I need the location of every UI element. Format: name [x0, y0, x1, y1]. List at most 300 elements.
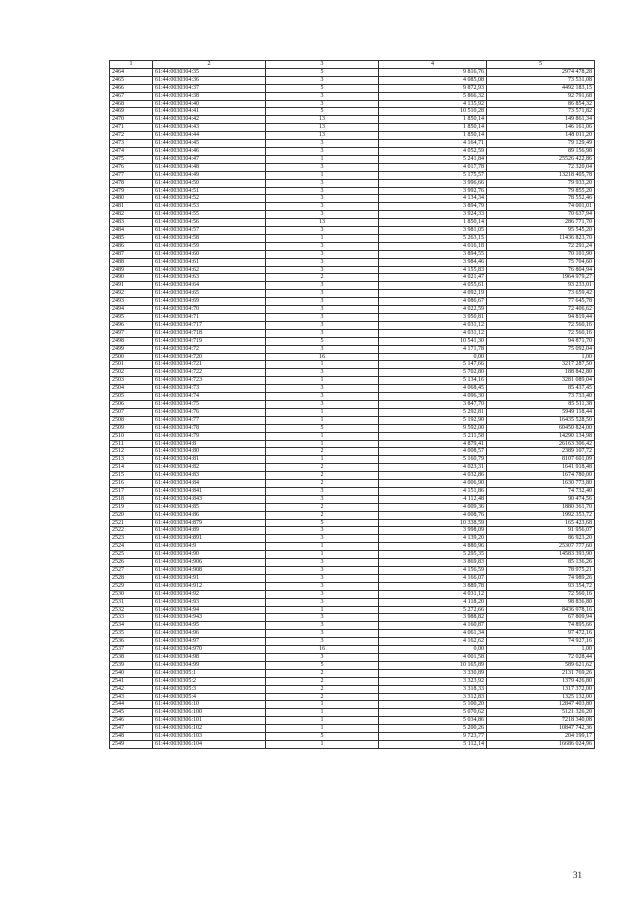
cadastral-number-cell: 61:44:0030304:970: [153, 646, 266, 654]
group-cell: 1: [266, 740, 379, 748]
table-row: [110, 321, 595, 329]
specific-value-cell: 4 134,34: [379, 195, 487, 203]
group-cell: 1: [266, 701, 379, 709]
table-row: [110, 329, 595, 337]
specific-value-cell: 3 992,76: [379, 187, 487, 195]
cadastral-value-cell: 85 136,26: [487, 559, 595, 567]
cadastral-number-cell: 61:44:0030304:86: [153, 511, 266, 519]
specific-value-cell: 4 021,47: [379, 274, 487, 282]
group-cell: 3: [266, 147, 379, 155]
cadastral-number-cell: 61:44:0030304:85: [153, 503, 266, 511]
cadastral-value-cell: 14290 134,98: [487, 432, 595, 440]
row-number-cell: 2518: [110, 495, 153, 503]
cadastral-number-cell: 61:44:0030304:723: [153, 377, 266, 385]
row-number-cell: 2487: [110, 250, 153, 258]
group-cell: 5: [266, 733, 379, 741]
cadastral-number-cell: 61:44:0030304:65: [153, 290, 266, 298]
cadastral-number-cell: 61:44:0030304:49: [153, 171, 266, 179]
row-number-cell: 2513: [110, 456, 153, 464]
cadastral-number-cell: 61:44:0030304:912: [153, 582, 266, 590]
cadastral-value-cell: 16686 024,96: [487, 740, 595, 748]
cadastral-number-cell: 61:44:0030304:56: [153, 219, 266, 227]
row-number-cell: 2499: [110, 345, 153, 353]
cadastral-value-cell: 74 001,01: [487, 203, 595, 211]
cadastral-value-cell: 26163 306,42: [487, 440, 595, 448]
table-row: [110, 140, 595, 148]
row-number-cell: 2504: [110, 385, 153, 393]
specific-value-cell: 4 092,19: [379, 290, 487, 298]
group-cell: 3: [266, 195, 379, 203]
table-row: [110, 163, 595, 171]
cadastral-number-cell: 61:44:0030304:79: [153, 432, 266, 440]
row-number-cell: 2476: [110, 163, 153, 171]
cadastral-value-cell: 1641 918,48: [487, 464, 595, 472]
cadastral-value-cell: 86 923,20: [487, 535, 595, 543]
group-cell: 3: [266, 590, 379, 598]
group-cell: 1: [266, 408, 379, 416]
cadastral-number-cell: 61:44:0030304:91: [153, 574, 266, 582]
group-cell: 5: [266, 337, 379, 345]
table-row: [110, 116, 595, 124]
row-number-cell: 2492: [110, 290, 153, 298]
cadastral-number-cell: 61:44:0030304:99: [153, 661, 266, 669]
group-cell: 3: [266, 329, 379, 337]
column-header-2: 2: [153, 61, 266, 69]
row-number-cell: 2494: [110, 306, 153, 314]
table-row: [110, 282, 595, 290]
cadastral-value-cell: 13218 405,78: [487, 171, 595, 179]
cadastral-value-cell: 94 871,70: [487, 337, 595, 345]
cadastral-value-cell: 25526 422,86: [487, 155, 595, 163]
row-number-cell: 2473: [110, 140, 153, 148]
table-row: [110, 155, 595, 163]
group-cell: 3: [266, 258, 379, 266]
table-row: [110, 432, 595, 440]
row-number-cell: 2526: [110, 559, 153, 567]
cadastral-value-cell: 3281 089,04: [487, 377, 595, 385]
table-row: [110, 377, 595, 385]
cadastral-value-cell: 70 101,90: [487, 250, 595, 258]
table-row: [110, 250, 595, 258]
cadastral-value-cell: 1317 372,00: [487, 685, 595, 693]
table-row: [110, 503, 595, 511]
specific-value-cell: 3 323,92: [379, 677, 487, 685]
cadastral-value-cell: 2131 769,26: [487, 669, 595, 677]
table-row: [110, 92, 595, 100]
row-number-cell: 2536: [110, 638, 153, 646]
cadastral-value-cell: 286 771,70: [487, 219, 595, 227]
cadastral-number-cell: 61:44:0030304:74: [153, 393, 266, 401]
group-cell: 3: [266, 567, 379, 575]
group-cell: 5: [266, 108, 379, 116]
group-cell: 16: [266, 646, 379, 654]
group-cell: 3: [266, 638, 379, 646]
row-number-cell: 2475: [110, 155, 153, 163]
cadastral-value-cell: 2974 478,28: [487, 68, 595, 76]
row-number-cell: 2497: [110, 329, 153, 337]
row-number-cell: 2477: [110, 171, 153, 179]
specific-value-cell: 5 211,58: [379, 432, 487, 440]
cadastral-number-cell: 61:44:0030306:100: [153, 709, 266, 717]
row-number-cell: 2479: [110, 187, 153, 195]
cadastral-number-cell: 61:44:0030304:37: [153, 84, 266, 92]
specific-value-cell: 5 292,81: [379, 408, 487, 416]
group-cell: 3: [266, 582, 379, 590]
group-cell: 3: [266, 385, 379, 393]
row-number-cell: 2469: [110, 108, 153, 116]
group-cell: 5: [266, 519, 379, 527]
cadastral-number-cell: 61:44:0030304:89: [153, 527, 266, 535]
group-cell: 2: [266, 685, 379, 693]
table-row: [110, 345, 595, 353]
table-row: [110, 108, 595, 116]
table-row: [110, 298, 595, 306]
table-row: [110, 84, 595, 92]
table-row: [110, 211, 595, 219]
cadastral-value-cell: 72 560,16: [487, 590, 595, 598]
row-number-cell: 2531: [110, 598, 153, 606]
specific-value-cell: 3 894,55: [379, 250, 487, 258]
table-row: [110, 685, 595, 693]
group-cell: 1: [266, 717, 379, 725]
cadastral-value-cell: 74 732,40: [487, 487, 595, 495]
cadastral-number-cell: 61:44:0030305:1: [153, 669, 266, 677]
cadastral-number-cell: 61:44:0030306:10: [153, 701, 266, 709]
cadastral-number-cell: 61:44:0030304:61: [153, 258, 266, 266]
specific-value-cell: 5 241,84: [379, 155, 487, 163]
group-cell: 3: [266, 187, 379, 195]
cadastral-value-cell: 11436 823,70: [487, 234, 595, 242]
cadastral-number-cell: 61:44:0030304:45: [153, 140, 266, 148]
row-number-cell: 2524: [110, 543, 153, 551]
row-number-cell: 2470: [110, 116, 153, 124]
cadastral-value-cell: 72 291,24: [487, 242, 595, 250]
column-header-4: 4: [379, 61, 487, 69]
cadastral-value-cell: 1,00: [487, 353, 595, 361]
cadastral-number-cell: 61:44:0030304:59: [153, 242, 266, 250]
specific-value-cell: 3 869,83: [379, 559, 487, 567]
cadastral-value-cell: 79 933,20: [487, 179, 595, 187]
specific-value-cell: 5 070,62: [379, 709, 487, 717]
row-number-cell: 2468: [110, 100, 153, 108]
row-number-cell: 2541: [110, 677, 153, 685]
specific-value-cell: 4 031,12: [379, 590, 487, 598]
table-row: [110, 227, 595, 235]
group-cell: 1: [266, 725, 379, 733]
cadastral-value-cell: 589 621,62: [487, 661, 595, 669]
specific-value-cell: 4 156,59: [379, 567, 487, 575]
cadastral-number-cell: 61:44:0030304:98: [153, 653, 266, 661]
group-cell: 2: [266, 669, 379, 677]
cadastral-value-cell: 92 791,68: [487, 92, 595, 100]
cadastral-number-cell: 61:44:0030304:92: [153, 590, 266, 598]
table-row: [110, 393, 595, 401]
group-cell: 3: [266, 653, 379, 661]
cadastral-value-cell: 75 092,04: [487, 345, 595, 353]
row-number-cell: 2535: [110, 630, 153, 638]
row-number-cell: 2521: [110, 519, 153, 527]
row-number-cell: 2481: [110, 203, 153, 211]
specific-value-cell: 10 165,89: [379, 661, 487, 669]
specific-value-cell: 5 034,86: [379, 717, 487, 725]
group-cell: 3: [266, 242, 379, 250]
table-row: [110, 68, 595, 76]
group-cell: 2: [266, 448, 379, 456]
cadastral-number-cell: 61:44:0030304:50: [153, 179, 266, 187]
row-number-cell: 2517: [110, 487, 153, 495]
group-cell: 3: [266, 535, 379, 543]
cadastral-number-cell: 61:44:0030304:71: [153, 314, 266, 322]
cadastral-number-cell: 61:44:0030306:104: [153, 740, 266, 748]
specific-value-cell: 5 295,35: [379, 551, 487, 559]
table-row: [110, 535, 595, 543]
group-cell: 3: [266, 574, 379, 582]
table-row: [110, 701, 595, 709]
cadastral-number-cell: 61:44:0030304:36: [153, 76, 266, 84]
row-number-cell: 2516: [110, 480, 153, 488]
cadastral-value-cell: 74 989,26: [487, 574, 595, 582]
specific-value-cell: 4 061,34: [379, 630, 487, 638]
cadastral-number-cell: 61:44:0030304:46: [153, 147, 266, 155]
cadastral-number-cell: 61:44:0030304:72: [153, 345, 266, 353]
table-row: [110, 487, 595, 495]
cadastral-value-cell: 146 161,06: [487, 124, 595, 132]
table-row: [110, 171, 595, 179]
cadastral-value-cell: 204 199,17: [487, 733, 595, 741]
cadastral-number-cell: 61:44:0030304:75: [153, 400, 266, 408]
column-header-1: 1: [110, 61, 153, 69]
row-number-cell: 2474: [110, 147, 153, 155]
specific-value-cell: 4 006,90: [379, 480, 487, 488]
row-number-cell: 2467: [110, 92, 153, 100]
specific-value-cell: 4 171,78: [379, 345, 487, 353]
specific-value-cell: 4 879,41: [379, 440, 487, 448]
specific-value-cell: 4 086,67: [379, 298, 487, 306]
specific-value-cell: 3 988,82: [379, 614, 487, 622]
table-row: [110, 567, 595, 575]
specific-value-cell: 4 022,59: [379, 306, 487, 314]
group-cell: 3: [266, 369, 379, 377]
row-number-cell: 2482: [110, 211, 153, 219]
cadastral-value-table: [109, 60, 592, 749]
table-row: [110, 606, 595, 614]
group-cell: 2: [266, 472, 379, 480]
row-number-cell: 2527: [110, 567, 153, 575]
table-row: [110, 598, 595, 606]
cadastral-number-cell: 61:44:0030304:891: [153, 535, 266, 543]
row-number-cell: 2529: [110, 582, 153, 590]
table-row: [110, 733, 595, 741]
specific-value-cell: 5 147,66: [379, 361, 487, 369]
group-cell: 3: [266, 314, 379, 322]
row-number-cell: 2500: [110, 353, 153, 361]
specific-value-cell: 4 017,78: [379, 163, 487, 171]
cadastral-number-cell: 61:44:0030306:103: [153, 733, 266, 741]
table-row: [110, 195, 595, 203]
specific-value-cell: 4 139,20: [379, 535, 487, 543]
row-number-cell: 2528: [110, 574, 153, 582]
cadastral-number-cell: 61:44:0030304:40: [153, 100, 266, 108]
table-row: [110, 76, 595, 84]
specific-value-cell: 1 850,14: [379, 132, 487, 140]
cadastral-number-cell: 61:44:0030304:41: [153, 108, 266, 116]
cadastral-value-cell: 148 011,20: [487, 132, 595, 140]
row-number-cell: 2533: [110, 614, 153, 622]
specific-value-cell: 5 134,16: [379, 377, 487, 385]
row-number-cell: 2488: [110, 258, 153, 266]
cadastral-value-cell: 74 927,16: [487, 638, 595, 646]
cadastral-number-cell: 61:44:0030304:52: [153, 195, 266, 203]
group-cell: 2: [266, 274, 379, 282]
cadastral-number-cell: 61:44:0030304:53: [153, 203, 266, 211]
cadastral-number-cell: 61:44:0030305:2: [153, 677, 266, 685]
group-cell: 3: [266, 179, 379, 187]
table-row: [110, 638, 595, 646]
specific-value-cell: 4 023,31: [379, 464, 487, 472]
row-number-cell: 2540: [110, 669, 153, 677]
group-cell: 5: [266, 84, 379, 92]
specific-value-cell: 4 031,12: [379, 321, 487, 329]
cadastral-number-cell: 61:44:0030304:38: [153, 92, 266, 100]
specific-value-cell: 5 160,79: [379, 456, 487, 464]
cadastral-value-cell: 91 956,07: [487, 527, 595, 535]
table-row: [110, 290, 595, 298]
table-row: [110, 693, 595, 701]
group-cell: 1: [266, 456, 379, 464]
cadastral-value-cell: 90 474,56: [487, 495, 595, 503]
group-cell: 3: [266, 400, 379, 408]
cadastral-number-cell: 61:44:0030304:51: [153, 187, 266, 195]
group-cell: 3: [266, 527, 379, 535]
cadastral-value-cell: 5121 326,20: [487, 709, 595, 717]
specific-value-cell: 10 338,59: [379, 519, 487, 527]
specific-value-cell: 3 894,79: [379, 203, 487, 211]
specific-value-cell: 4 135,92: [379, 100, 487, 108]
row-number-cell: 2506: [110, 400, 153, 408]
group-cell: 3: [266, 630, 379, 638]
row-number-cell: 2471: [110, 124, 153, 132]
cadastral-value-cell: 60450 824,00: [487, 424, 595, 432]
row-number-cell: 2537: [110, 646, 153, 654]
specific-value-cell: 4 112,48: [379, 495, 487, 503]
cadastral-number-cell: 61:44:0030304:43: [153, 124, 266, 132]
row-number-cell: 2501: [110, 361, 153, 369]
cadastral-value-cell: 89 156,98: [487, 147, 595, 155]
cadastral-number-cell: 61:44:0030304:9: [153, 543, 266, 551]
group-cell: 2: [266, 677, 379, 685]
cadastral-number-cell: 61:44:0030304:721: [153, 361, 266, 369]
group-cell: 3: [266, 163, 379, 171]
table-row: [110, 266, 595, 274]
group-cell: 3: [266, 250, 379, 258]
cadastral-value-cell: 7218 340,08: [487, 717, 595, 725]
specific-value-cell: 5 192,90: [379, 416, 487, 424]
cadastral-number-cell: 61:44:0030304:58: [153, 234, 266, 242]
cadastral-value-cell: 1630 773,80: [487, 480, 595, 488]
group-cell: 2: [266, 503, 379, 511]
cadastral-value-cell: 1,00: [487, 646, 595, 654]
cadastral-number-cell: 61:44:0030304:8: [153, 440, 266, 448]
specific-value-cell: 4 118,20: [379, 598, 487, 606]
table-row: [110, 456, 595, 464]
cadastral-number-cell: 61:44:0030304:908: [153, 567, 266, 575]
specific-value-cell: 5 100,20: [379, 701, 487, 709]
group-cell: 3: [266, 321, 379, 329]
row-number-cell: 2483: [110, 219, 153, 227]
cadastral-number-cell: 61:44:0030304:722: [153, 369, 266, 377]
specific-value-cell: 9 723,77: [379, 733, 487, 741]
row-number-cell: 2515: [110, 472, 153, 480]
cadastral-value-cell: 73 571,82: [487, 108, 595, 116]
specific-value-cell: 4 162,62: [379, 638, 487, 646]
specific-value-cell: 4 166,07: [379, 574, 487, 582]
table-row: [110, 527, 595, 535]
row-number-cell: 2498: [110, 337, 153, 345]
group-cell: 3: [266, 622, 379, 630]
cadastral-value-cell: 8107 601,09: [487, 456, 595, 464]
row-number-cell: 2539: [110, 661, 153, 669]
cadastral-value-cell: 79 855,20: [487, 187, 595, 195]
cadastral-number-cell: 61:44:0030304:80: [153, 448, 266, 456]
cadastral-number-cell: 61:44:0030304:47: [153, 155, 266, 163]
table-row: [110, 590, 595, 598]
cadastral-number-cell: 61:44:0030304:76: [153, 408, 266, 416]
table-row: [110, 314, 595, 322]
column-header-5: 5: [487, 61, 595, 69]
table-row: [110, 551, 595, 559]
cadastral-number-cell: 61:44:0030304:44: [153, 132, 266, 140]
table-row: [110, 630, 595, 638]
specific-value-cell: 5 272,66: [379, 606, 487, 614]
cadastral-number-cell: 61:44:0030304:96: [153, 630, 266, 638]
table-row: [110, 574, 595, 582]
cadastral-number-cell: 61:44:0030304:906: [153, 559, 266, 567]
cadastral-value-cell: 77 645,78: [487, 298, 595, 306]
group-cell: 1: [266, 171, 379, 179]
row-number-cell: 2496: [110, 321, 153, 329]
cadastral-value-cell: 67 809,94: [487, 614, 595, 622]
cadastral-value-cell: 98 836,80: [487, 598, 595, 606]
cadastral-value-cell: 93 354,72: [487, 582, 595, 590]
cadastral-value-cell: 16435 528,50: [487, 416, 595, 424]
table-row: [110, 709, 595, 717]
row-number-cell: 2511: [110, 440, 153, 448]
row-number-cell: 2545: [110, 709, 153, 717]
cadastral-value-cell: 10847 742,36: [487, 725, 595, 733]
group-cell: 3: [266, 76, 379, 84]
group-cell: 3: [266, 298, 379, 306]
group-cell: 13: [266, 116, 379, 124]
group-cell: 1: [266, 416, 379, 424]
row-number-cell: 2512: [110, 448, 153, 456]
table-row: [110, 353, 595, 361]
row-number-cell: 2532: [110, 606, 153, 614]
specific-value-cell: 3 984,46: [379, 258, 487, 266]
specific-value-cell: 4 016,18: [379, 242, 487, 250]
cadastral-value-cell: 73 659,42: [487, 290, 595, 298]
cadastral-value-cell: 97 472,16: [487, 630, 595, 638]
table-row: [110, 385, 595, 393]
specific-value-cell: 3 924,33: [379, 211, 487, 219]
cadastral-value-cell: 70 637,94: [487, 211, 595, 219]
group-cell: 1: [266, 551, 379, 559]
cadastral-number-cell: 61:44:0030304:83: [153, 472, 266, 480]
group-cell: 1: [266, 606, 379, 614]
table-body: [110, 68, 595, 748]
specific-value-cell: 0,00: [379, 646, 487, 654]
specific-value-cell: 5 263,15: [379, 234, 487, 242]
table-row: [110, 677, 595, 685]
